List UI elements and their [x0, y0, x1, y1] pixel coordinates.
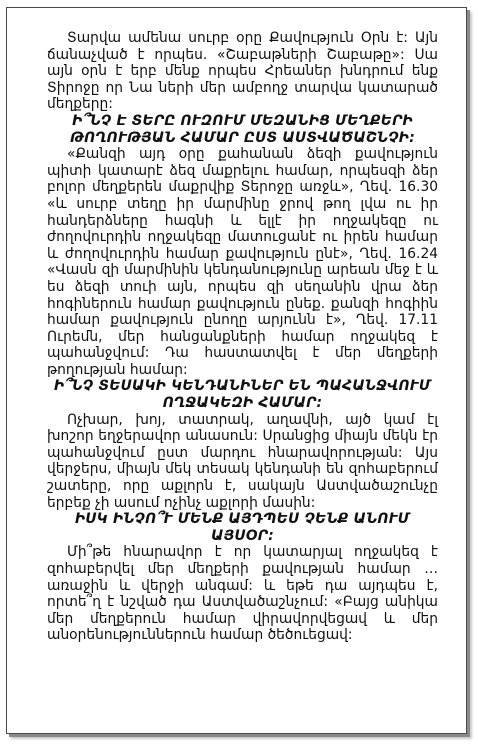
section-heading-sin-forgiveness: Ի՞ՆՉ Է ՏԵՐԸ ՈՒԶՈՒՄ ՄԵԶԱՆԻՑ ՄԵՂՔԵՐԻ ԹՈՂՈՒԹՅԱՆ ՀԱՄԱՐ ԸՍՏ ԱՍՏՎԱԾԱՇՆՉԻ:	[70, 112, 415, 146]
document-text	[47, 30, 438, 644]
section-heading-sacrifice-animals: Ի՞ՆՉ ՏԵՍԱԿԻ ԿԵՆԴԱՆԻՆԵՐ ԵՆ ՊԱՀԱՆՋՎՈՒՄ ՈՂՋԱԿԵԶԻ ՀԱՄԱՐ:	[53, 378, 432, 412]
intro-paragraph: Տարվա ամենա սուրբ օրը Քավություն Օրն է: Այն ճանաչված է որպես. «Շաբաթների Շաբաթը»: Սա այն օրն է երբ մենք որպես Հրեաներ խնդրում ենք Տիրոջը որ Նա ների մեր ամբողջ տարվա կատարած մեղքերը:	[47, 30, 438, 113]
animals-paragraph: Ոչխար, խոյ, տատրակ, աղավնի, այծ կամ էլ խոշոր եղջերավոր անասուն: Սրանցից միայն մեկն էր պահանջվում ըստ մարդու հնարավորության: Այս վերջերս, միայն մեկ տեսակ կենդանի են զոհաբերում շատերը, որը աքլորն է, սակայն Աստվածաշունչը երբեք չի ասում ոչինչ աքլորի մասին:	[47, 411, 438, 511]
section-heading-why-not-today: ԻՍԿ ԻՆՉՈ՞Ւ ՄԵՆՔ ԱՅԴՊԵՍ ՉԵՆՔ ԱՆՈՒՄ ԱՅՍՕՐ:	[75, 511, 410, 544]
document-page	[6, 7, 467, 734]
scripture-paragraph: «Քանզի այդ օրը քահանան ձեզի քավություն պիտի կատարէ ձեզ մաքրելու համար, որպեսզի ձեր բոլոր մեղքերեն մաքրվիք Տերոջը առջև», Ղեվ. 16.30 «և սուրբ տեղը իր մարմինը ջրով թող լվա ու իր հանդերձները հագնի և ելլէ իր ողջակեզը ու ժողովուրդին ողջակեզը մատուցանէ ու իրեն համար և ժողովուրդին համար քավություն ընէ», Ղեվ. 16.24 «Վասն զի մարմինին կենդանությունը արեան մեջ է և ես ձեզի տուի այն, որպես զի սեղանին վրա ձեր հոգիներուն համար քավություն ընեք. քանզի հոգիին համար քավություն ընողը արյունն է», Ղեվ. 17.11 Ուրեմն, մեր հանցանքների համար ողջակեզ է պահանջվում: Դա հաստատվել է մեր մեղքերի թողության համար:	[47, 146, 438, 378]
closing-paragraph: Մի՞թե հնարավոր է որ կատարյալ ողջակեզ է զոհաբերվել մեր մեղքերի քավության համար …առաջին և վերջի անգամ: և եթե դա այդպես է, որտե՞ղ է նշված դա Աստվածաշնչում: «Բայց անիկա մեր մեղքերուն համար վիրավորվեցավ և մեր անօրենություններուն համար ծեծուեցավ:	[47, 544, 438, 644]
